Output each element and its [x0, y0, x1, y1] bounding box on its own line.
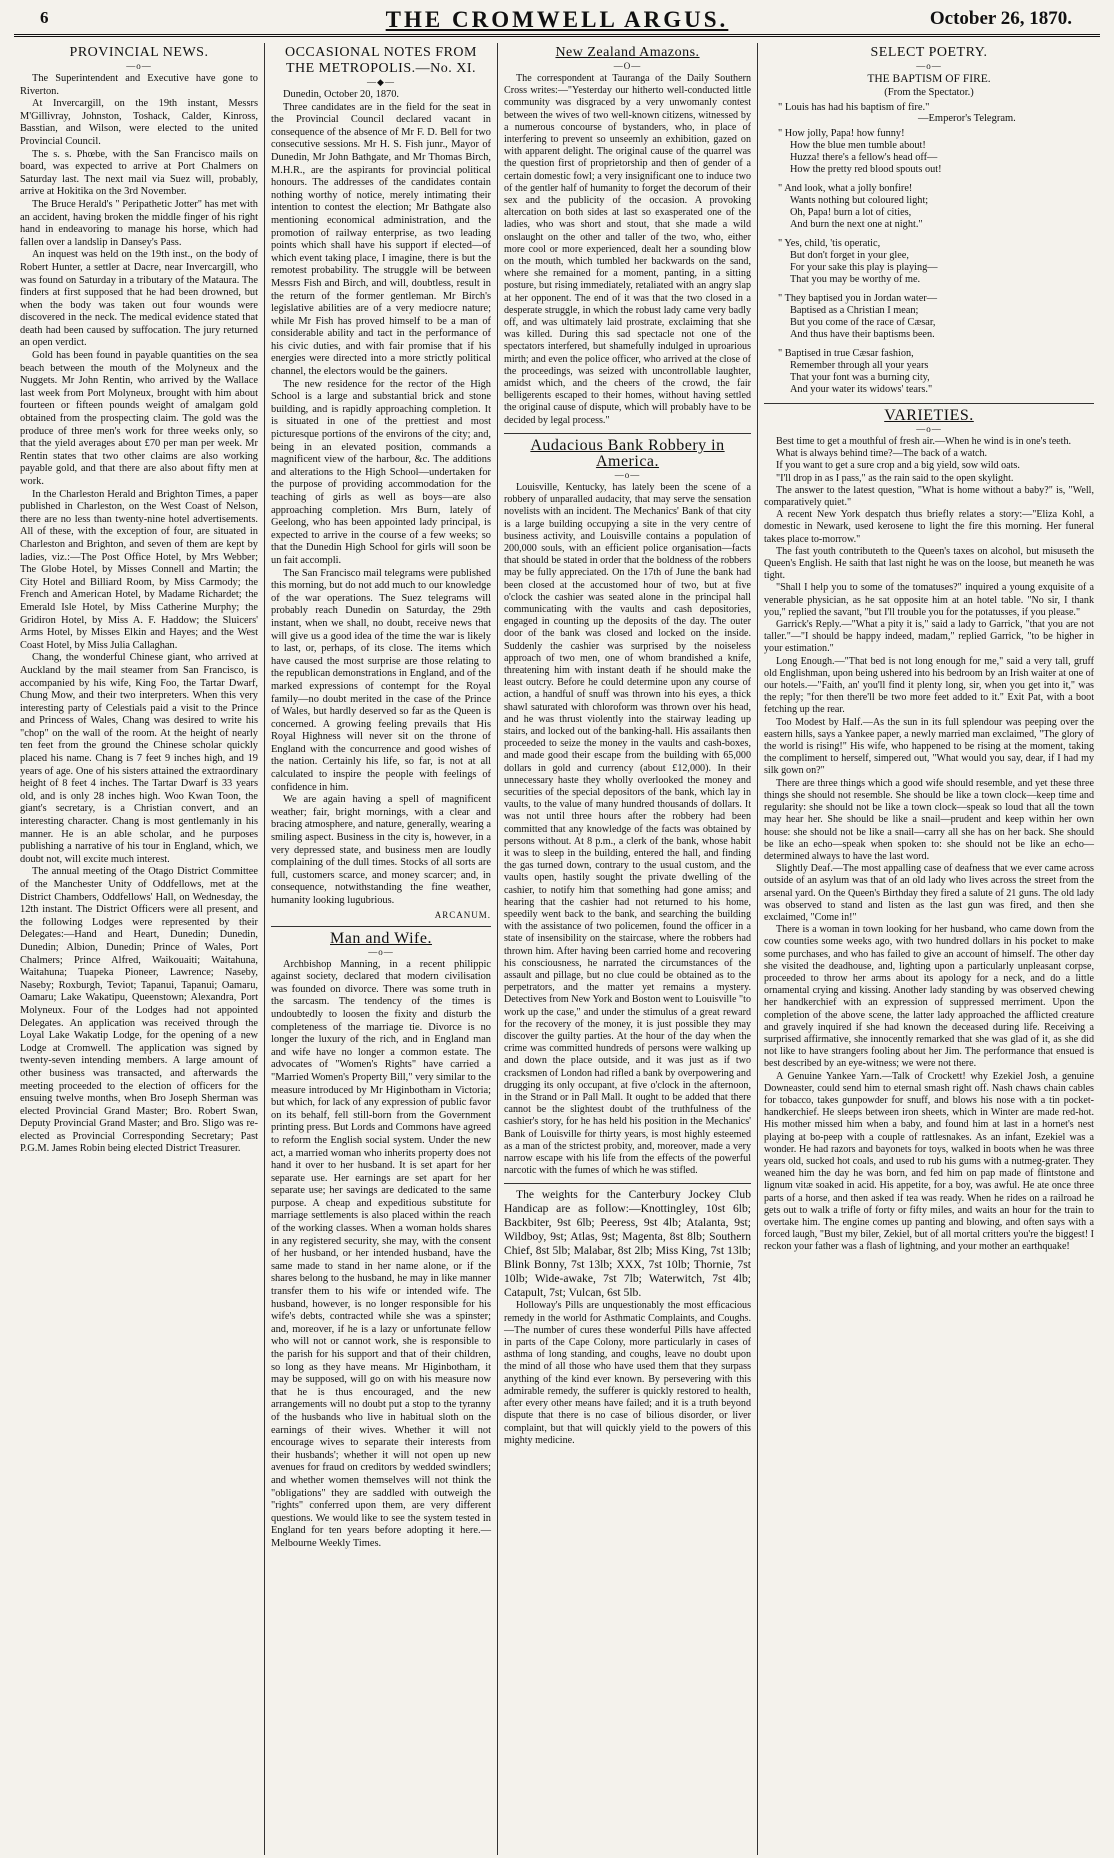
dateline: Dunedin, October 20, 1870.: [283, 89, 400, 100]
article-paragraph: The San Francisco mail telegrams were published this morning, but do not add much to our knowledge of the war operations. The Suez telegrams will probably reach Dunedin on Saturday, the 29th instant, when we shall, no doubt, receive news that will give us a good idea of the time the war is likely to last, or, perhaps, of its close. The items which have caused the most surprise are those relating to the republican demonstrations in England, and of the marked expressions of contempt for the Royal family—no doubt merited in the case of the Prince of Wales, but hardly deserved so far as the Queen is concerned. A growing feeling prevails that His Royal Highness will never sit on the throne of England with the concurrence and good wishes of the nation. Certainly his life, so far, is not at all calculated to inspire the people with feelings of confidence in him.: [271, 567, 491, 793]
divider: [764, 403, 1094, 404]
newspaper-title: THE CROMWELL ARGUS.: [385, 7, 729, 32]
variety-item: A Genuine Yankee Yarn.—Talk of Crockett! why Ezekiel Josh, a genuine Downeaster, could send him to eternal smash right off. Nash chaws chain cables for tobacco, takes gunpowder for snuff, and blows his nose with a tin pocket-handkerchief. He sleeps between iron sheets, which in Winter are made red-hot. His mother missed him when a baby, and found him at last in a hornet's nest playing at bo-peep with a couple of rattlesnakes. As an infant, Ezekiel was a wonder. He had razors and bayonets for toys, walked in boots when he was three years old, sucked hot coals, and used to rub his gums with a nutmeg-grater. They weaned him the day he was born, and fed him on pap made of flintstone and lignum vitæ soaked in acid. His appetite, for a boy, was awful. He ate once three parts of a horse, and then asked if tea was ready. When he rides on a railroad he gets out to walk a trifle of forty or fifty miles, and waits an hour for the train to overtake him. The engine comes up panting and blowing, and often says with a forced laugh, "Bust my biler, Zekiel, but of all mortal critters you're the biggest! I reckon your father was a flash of lightning, and your mother an earthquake!: [764, 1070, 1094, 1253]
variety-item: The fast youth contributeth to the Queen's taxes on alcohol, but misuseth the Queen's English. He saith that last night he was on the loose, but meaneth he was tight.: [764, 545, 1094, 582]
poem-epigraph: [778, 102, 1094, 124]
news-item: In the Charleston Herald and Brighton Times, a paper published in Charleston, on the West Coast of Nelson, there are no less than twenty-nine hotel advertisements. All of these, with the exception of four, are situated in Charleston and Brighton, and seven of them are kept by ladies, viz.:—The Post Office Hotel, by Mrs Webber; The Globe Hotel, by Misses Connell and Martin; the City Hotel and Billiard Room, by Miss Carmody; the French and American Hotel, by Madame Richardet; the Emerald Isle Hotel, by Miss Catherine Murphy; the Gridiron Hotel, by Miss A. F. Haddow; the Sluicers' Arms Hotel, by Misses Elkin and Hayes; and the West Coast Hotel, by Miss Julia Callaghan.: [20, 488, 258, 651]
news-item: The Superintendent and Executive have gone to Riverton.: [20, 73, 258, 97]
article-paragraph: Louisville, Kentucky, has lately been the scene of a robbery of unparalled audacity, that may serve the sensation novelists with an incident. The Mechanics' Bank of that city is a large building occupying a site in the very centre of business activity, and Louisville contains a population of 200,000 souls, with an efficient police organisation—facts that should be stated in order that the boldness of the robbers may be fully appreciated. On the 17th of June the bank had been closed at the accustomed hour of two, but at five o'clock the cashier was seated alone in the principal hall communicating with the vaults and cash depositories, engaged in counting up the deposits of the day. The outer door of the bank was closed and locked on the inside. Suddenly the cashier was surprised by the noiseless approach of two men, one of whom brandished a knife, threatening him with instant death if he should make the least outcry. Before he could determine upon any course of action, a handful of snuff was thrown into his eyes, a thick shawl saturated with chloroform was thrown over his head, and he was thrust violently into the stairway leading up stairs, and locked out of the banking-hall. His assailants then proceeded to seize the money in the vaults and cash-boxes, and made good their escape from the building with 65,000 dollars in gold and currency (about £12,000). In their unnecessary haste they wholly overlooked the money and securities of the special depositors of the bank, which lay in vaults, to the value of many hundred thousands of dollars. It was not until three hours after the robbery had been committed that any knowledge of the facts was obtained by persons without. At 8 p.m., a clerk of the bank, whose habit it was to sleep in the building, entered the hall, and finding the gas turned down, contrary to the usual custom, and the vaults open, hastily sought the private dwelling of the cashier, to notify him that something had gone amiss; and hearing that the cashier had not returned to his home, speedily went back to the bank, and searching the building with the assistance of two policemen, found the officer in a state of insensibility on the staircase, where the robbers had thrown him. After having been carried home and recovering his consciousness, he narrated the circumstances of the assault and pillage, but no clue could be obtained as to the perpetrators, and the matter yet remains a mystery. Detectives from New York and Boston went to Louisville "to work up the case," and under the stimulus of a great reward for the recovery of the money, it is just possible they may discover the guilty parties. At the hour of the day when the crime was committed hundreds of persons were walking up and down the place outside, and it was just as if two cracksmen of London had rifled a bank by overpowering and drugging its only occupant, at five o'clock in the afternoon, in the Strand or in Pall Mall. It ought to be added that there cannot be the slightest doubt of the truthfulness of the cashier's story, for he has held his position in the Mechanics' Bank of Louisville for thirty years, is most highly esteemed as a man of the strictest probity, and, moreover, made a very narrow escape with his life from the effects of the powerful narcotic with the fumes of which he was stifled.: [504, 481, 751, 1177]
poem-line: And thus have their baptisms been.: [790, 329, 935, 340]
section-heading: SELECT POETRY.: [870, 45, 988, 60]
signature: ARCANUM.: [434, 909, 491, 920]
poem-stanza: [778, 238, 1094, 286]
ornament: —o—: [916, 61, 942, 71]
poem-line: " Yes, child, 'tis operatic,: [778, 238, 881, 249]
issue-date: October 26, 1870.: [929, 8, 1072, 29]
article-paragraph: Archbishop Manning, in a recent philippic against society, declared that modern civilisation was founded on divorce. There was some truth in the sarcasm. The tendency of the times is undoubtedly to loosen the fixity and disturb the completeness of the marriage tie. Divorce is no longer the luxury of the rich, and in England man and wife have no longer a common estate. The advocates of "Women's Rights" have carried a "Married Women's Property Bill," very similar to the measure introduced by Mr Higinbotham in Victoria; but which, for lack of any expression of public favor on its behalf, fell still-born from the Government printing press. But Lords and Commons have agreed to reform the English social system. Under the new act, a married woman who inherits property does not hand it over to her husband. It is set apart for her separate use. Her earnings are set apart for her separate use; her savings are dedicated to the same purpose. A cheap and expeditious substitute for marriage settlements is also placed within the reach of the working classes. When a woman holds shares in any registered security, she may, with the consent of her husband, or her intended husband, have the same made to stand in her name alone, or if the shares belong to the husband, he may in like manner transfer them to his wife or intended wife. The husband, however, is no longer responsible for his wife's debts, contracted while she was a spinster; and, moreover, if he is a lazy or unfortunate fellow who will not or cannot work, she is responsible to the parish for his support and that of their children, so long as they have means. Mr Higinbotham, it may be supposed, will go on with his measure now that he is thus encouraged, and the new arrangements will no doubt put a stop to the tyranny of the husbands who live in habitual sloth on the earnings of their wives. Whether it will not encourage wives to separate their interests from their husbands'; whether it will not open up new avenues for fraud on creditors by wedded swindlers; and whether women themselves will not think the "obligations" they are saddled with outweigh the "rights" conferred upon them, are very different questions. We would like to see the system tested in England for ten years before adopting it here.—Melbourne Weekly Times.: [271, 958, 491, 1549]
column-occasional-notes: [264, 43, 497, 1855]
variety-item: There are three things which a good wife should resemble, and yet these three things she should not resemble. She should be like a town clock—keep time and regularity: she should not be like a town clock—speak so loud that all the town may hear her. She should be like a snail—prudent and keep within her own house: she should not be like a snail—carry all she has on her back. She should be like an echo—speak when spoken to: she should not be like an echo—determined always to have the last word.: [764, 777, 1094, 862]
section-heading: PROVINCIAL NEWS.: [69, 45, 209, 60]
article-heading: Audacious Bank Robbery in America.: [530, 436, 725, 470]
poem-stanza: [778, 348, 1094, 396]
variety-item: What is always behind time?—The back of a watch.: [776, 448, 988, 460]
column-amazons-and-robbery: [497, 43, 757, 1855]
section-heading: VARIETIES.: [884, 407, 974, 424]
masthead: [14, 8, 1100, 37]
news-item: At Invercargill, on the 19th instant, Messrs M'Gillivray, Johnston, Toshack, Calder, Kinross, Basstian, and Wilson, were elected to the united Provincial Council.: [20, 98, 258, 147]
divider: [504, 1183, 751, 1184]
variety-item: Too Modest by Half.—As the sun in its full splendour was peeping over the eastern hills, says a Yankee paper, a newly married man exclaimed, "The glory of the world is rising!" His wife, who happened to be rising at the moment, taking the compliment to herself, simpered out, "What would you say, dear, if I had my silk gown on?": [764, 716, 1094, 777]
poem-line: " Baptised in true Cæsar fashion,: [778, 348, 914, 359]
variety-item: The answer to the latest question, "What is home without a baby?" is, "Well, comparatively quiet.": [764, 484, 1094, 509]
news-item: Chang, the wonderful Chinese giant, who arrived at Auckland by the mail steamer from San Francisco, is accompanied by his wife, King Foo, the Tartar Dwarf, Chung Mow, and their two interpreters. When this very interesting party of Celestials paid a visit to the Prince and Princess of Wales, Chang was desired to write his "chop" on the wall of the room. At the height of nearly ten feet from the ground the Chinese scholar quickly placed his name. Chang is 7 feet 9 inches high, and 19 years of age. One of his sisters attained the extraordinary height of 8 feet 4 inches. The Tartar Dwarf is 33 years old, and is only 28 inches high. Woo Kwan Toon, the giant's secretary, is a Christian convert, and an interesting character. Chang is most gentlemanly in his manner. He is an able scholar, and he purposes publishing a narrative of his tour in England, which, we doubt not, will excite much interest.: [20, 652, 258, 865]
variety-item: Long Enough.—"That bed is not long enough for me," said a very tall, gruff old Englishman, upon being ushered into his bedroom by an Irish waiter at one of our hotels.—"Faith, an' you'll find it plenty long, sir, when you get into it," was the reply; "for then there'll be two more feet added to it." Exit Pat, with a boot fetching up the rear.: [764, 655, 1094, 716]
poem-line: And burn the next one at night.": [790, 219, 923, 230]
variety-item: A recent New York despatch thus briefly relates a story:—"Eliza Kohl, a domestic in Newark, used kerosene to light the fire this morning. Her funeral takes place to-morrow.": [764, 509, 1094, 545]
ornament: —O—: [613, 61, 642, 71]
article-heading: Man and Wife.: [330, 929, 432, 947]
section-heading: OCCASIONAL NOTES FROM THE METROPOLIS.—No. XI.: [284, 45, 477, 76]
epigraph-attribution: —Emperor's Telegram.: [918, 113, 1016, 124]
advertisement: Holloway's Pills are unquestionably the most efficacious remedy in the world for Asthmatic Complaints, and Coughs.—The number of cures these wonderful Pills have affected in parts of the Cape Colony, more particularly in cases of asthma of long standing, and coughs, leave no doubt upon the mind of all those who have used them that they surpass anything of the kind ever known. By persevering with this admirable remedy, the sufferer is quickly restored to health, after every other means have failed; and it is a truth beyond dispute that there is no case of bilious disorder, or liver complaint, but that will quickly yield to the powers of this mighty medicine.: [504, 1300, 751, 1446]
poem-line: " How jolly, Papa! how funny!: [778, 128, 905, 139]
ornament: —o—: [614, 469, 641, 480]
poem-line: Remember through all your years: [790, 360, 929, 371]
poem-stanza: [778, 128, 1094, 176]
variety-item: Best time to get a mouthful of fresh air.—When he wind is in one's teeth.: [776, 436, 1072, 447]
poem-line: " They baptised you in Jordan water—: [778, 293, 938, 304]
variety-item: Slightly Deaf.—The most appalling case of deafness that we ever came across outside of an asylum was that of an old lady who lives across the street from the arsenal yard. On the Queen's Birthday they fired a salute of 21 guns. The old lady was observed to stand and listen as the last gun was fired, and then she exclaimed, "Come in!": [764, 863, 1094, 923]
poem-line: Baptised as a Christian I mean;: [790, 305, 919, 316]
variety-item: There is a woman in town looking for her husband, who came down from the cow counties some weeks ago, with two hundred dollars in his pocket to make some purchases, and who has failed to give an account of himself. The other day she visited the deadhouse, and, lighting upon a particularly unpleasant corpse, proceeded to throw her arms about its apology for a neck, and do a little ornamental crying and kissing. Another lady standing by was observed chewing her handkerchief with an expression of suppressed merriment. Upon the completion of the above scene, the latter lady approached the afflicted creature and gravely inquired if she had known the deceased during life. Receiving a surprised affirmative, she innocently remarked that she was glad of it, as she did not like to have strangers fooling about her Jim. The performance that ensued is best described by an eye-witness; we were not there.: [764, 924, 1094, 1070]
column-provincial-news: [14, 43, 264, 1855]
article-paragraph: Three candidates are in the field for the seat in the Provincial Council declared vacant in consequence of the absence of Mr F. D. Bell for two consecutive sessions. Mr H. S. Fish junr., Mayor of Dunedin, Mr John Bathgate, and Mr Thomas Birch, M.H.R., are the aspirants for provincial political honours. The addresses of the candidates contain nothing worthy of notice, merely intimating their intention to contest the election; Mr Bathgate also mentioning economical administration, and the promotion of railway enterprise, as two leading points which shall have his support if elected—of which event taking place, I imagine, there is but the remotest probability. The struggle will be between Messrs Fish and Birch, and will, doubtless, result in the return of the former gentleman. Mr Birch's legislative abilities are of a very mediocre nature; while Mr Fish has proved himself to be a man of considerable ability and tact in the performance of his civic duties, and with fair promise that if his energies were directed into a more strictly political channel, the electors would be the gainers.: [271, 101, 491, 378]
ornament: —o—: [916, 424, 942, 434]
poem-line: For your sake this play is playing—: [790, 262, 938, 273]
poem-stanza: [778, 293, 1094, 341]
column-poetry-varieties: [757, 43, 1100, 1855]
news-item: Gold has been found in payable quantities on the sea beach between the mouth of the Molyneux and the Nuggets. Mr John Rentin, who arrived by the Wallace last week from Port Molyneux, brought with him about fourteen or fifteen pounds weight of amalgam gold obtained from the prospecting claim. The gold was the produce of three men's work for three weeks only, so that the yield averages about £70 per man per week. Mr Rentin states that two other claims are also working payable gold, and that there are also about fifty men at work.: [20, 350, 258, 487]
article-paragraph: The correspondent at Tauranga of the Daily Southern Cross writes:—"Yesterday our hitherto well-conducted little community was disgraced by a very unwomanly contest between the wives of two well-known citizens, witnessed by a numerous concourse of bystanders, who, in place of interfering to prevent so unseemly an exhibition, gazed on with apparent delight. The original cause of the quarrel was the question first of proprietorship and then of gender of a certain domestic fowl; a very insignificant one to induce two of the gentler half of humanity to forget the decorum of their sex and the publicity of the occasion. A provoking altercation on both sides at last so exasperated one of the ladies, who was short and stout, that she made a wild onslaught on the other and taller of the two, who, either more cool or more experienced, dealt her a sounding blow on the mouth, which tumbled her backwards on the sand, where she remained for a moment, panting, in a sitting posture, but rising immediately, retaliated with an angry slap at her opponent. The end of it was that the two closed in a desperate struggle, in which the robust lady came very badly off, and was ultimately laid prostrate, exclaiming that she was killed. During this sad spectacle not one of the spectators interfered, but shamefully indulged in uproarious mirth; and even the police officer, who arrived at the close of the proceedings, was seized with uncontrollable laughter, amidst which, and the cheers of the crowd, the fair belligerents escaped to their homes, without having settled the original cause of dispute, which will probably have to be decided by legal process.": [504, 73, 751, 426]
news-item: The annual meeting of the Otago District Committee of the Manchester Unity of Oddfellows, met at the District Chambers, Oddfellows' Hall, on Wednesday, the 12th instant. The District Officers were all present, and the following Lodges were represented by their Delegates:—Hand and Heart, Dunedin; Dunedin, Dunedin; Albion, Dunedin; Prince of Wales, Port Chalmers; Prince Alfred, Waikouaiti; Waitahuna, Waitahuna; Tuapeka Pioneer, Lawrence; Naseby, Naseby; Roxburgh, Teviot; Tapanui, Tapanui; Oamaru, Oamaru; Lake Wakatipu, Queenstown; Alexandra, Port Molyneux. Four of the Lodges had not appointed Delegates. An application was received through the Loyal Lake Wakatip Lodge, for the opening of a new Lodge at Cromwell. The application was signed by twenty-seven intending members. A large amount of other business was transacted, and afterwards the meeting proceeded to the election of officers for the ensuing twelve months, when Bro Joseph Sherman was elected Provincial Grand Master; Bro. Robert Swan, Deputy Provincial Grand Master; and Bro. Sligo was re-elected as Provincial Corresponding Secretary; Past P.G.M. James Robin being elected District Treasurer.: [20, 866, 258, 1155]
news-item: The s. s. Phœbe, with the San Francisco mails on board, was expected to arrive at Port Chalmers on Saturday last. The next mail via Suez will, probably, arrive at Hokitika on the 3rd November.: [20, 148, 258, 198]
poem-line: How the blue men tumble about!: [790, 140, 926, 151]
poem-line: And your water its widows' tears.": [790, 384, 933, 395]
poem-line: But you come of the race of Cæsar,: [790, 317, 936, 328]
race-weights: The weights for the Canterbury Jockey Club Handicap are as follow:—Knottingley, 10st 6lb; Backbiter, 9st 6lb; Peeress, 9st 4lb; Atalanta, 9st; Wildboy, 9st; Atlas, 9st; Magenta, 8st 8lb; Southern Chief, 8st 5lb; Malabar, 8st 2lb; Miss King, 7st 13lb; Blink Bonny, 7st 13lb; XXX, 7st 10lb; Thornie, 7st 10lb; Wide-awake, 7st 7lb; Waterwitch, 7st 4lb; Catapult, 7st; Vulcan, 6st 5lb.: [504, 1188, 751, 1300]
variety-item: Garrick's Reply.—"What a pity it is," said a lady to Garrick, "that you are not taller."—"I should be happy indeed, madam," replied Garrick, "to be higher in your estimation.": [764, 619, 1094, 655]
page-number: 6: [40, 8, 49, 27]
ornament: —o—: [126, 61, 152, 71]
news-item: An inquest was held on the 19th inst., on the body of Robert Hunter, a settler at Dacre, near Invercargill, who was found on Saturday in a tributary of the Mataura. The finders at first supposed that he had been drowned, but when the body was taken out four wounds were discovered in the neck. The medical evidence stated that death had been caused by suffocation. The jury returned an open verdict.: [20, 249, 258, 349]
poem-line: That your font was a burning city,: [790, 372, 930, 383]
variety-item: "I'll drop in as I pass," as the rain said to the open skylight.: [776, 472, 1014, 484]
poem-line: Huzza! there's a fellow's head off—: [790, 152, 938, 163]
variety-item: If you want to get a sure crop and a big yield, sow wild oats.: [776, 460, 1020, 472]
poem-source: (From the Spectator.): [884, 87, 974, 98]
poem-line: " And look, what a jolly bonfire!: [778, 183, 913, 194]
article-paragraph: We are again having a spell of magnificent weather; fair, bright mornings, with a clear and bracing atmosphere, and nature, generally, wearing a smiling aspect. Business in the city is, however, in a very depressed state, and business men are loudly complaining of the dull times. Stocks of all sorts are full, customers scarce, and money scarcer; and, in consequence, notwithstanding the fine weather, humanity looking lugubrious.: [271, 794, 491, 906]
poem-title: THE BAPTISM OF FIRE.: [867, 73, 991, 85]
poem-stanza: [778, 183, 1094, 231]
poem-line: Wants nothing but coloured light;: [790, 195, 929, 206]
poem-line: Oh, Papa! burn a lot of cities,: [790, 207, 912, 218]
article-heading: New Zealand Amazons.: [555, 45, 700, 60]
ornament: —o—: [368, 946, 394, 957]
news-item: The Bruce Herald's " Peripathetic Jotter" has met with an accident, having broken the middle finger of his right hand in endeavoring to manage his horse, which had fallen over a landslip in Dansey's Pass.: [20, 198, 258, 248]
divider: [504, 433, 751, 434]
article-paragraph: The new residence for the rector of the High School is a large and substantial brick and stone building, and is rapidly approaching completion. It is situated in one of the prettiest and most picturesque portions of the environs of the city; and, being in an elevated position, commands a magnificent view of the harbour, &c. The additions and alterations to the High School—undertaken for the purpose of providing accommodation for the teaching of girls as well as boys—are also approaching completion. Mrs Burn, lately of Geelong, who has been appointed lady principal, is expected to arrive in the course of a few weeks; so that the Dunedin High School for girls will soon be un fait accompli.: [271, 378, 491, 566]
divider: [271, 926, 491, 927]
epigraph-text: " Louis has had his baptism of fire.": [778, 102, 930, 113]
poem-line: That you may be worthy of me.: [790, 274, 921, 285]
poem-line: How the pretty red blood spouts out!: [790, 164, 942, 175]
columns: [14, 43, 1100, 1855]
poem-line: But don't forget in your glee,: [790, 250, 909, 261]
ornament: —◆—: [367, 77, 395, 87]
variety-item: "Shall I help you to some of the tomatuses?" inquired a young exquisite of a venerable physician, as he sat opposite him at an hotel table. "No sir, I thank you," replied the savant, "but I'll trouble you for the potatusses, if you please.": [764, 582, 1094, 618]
